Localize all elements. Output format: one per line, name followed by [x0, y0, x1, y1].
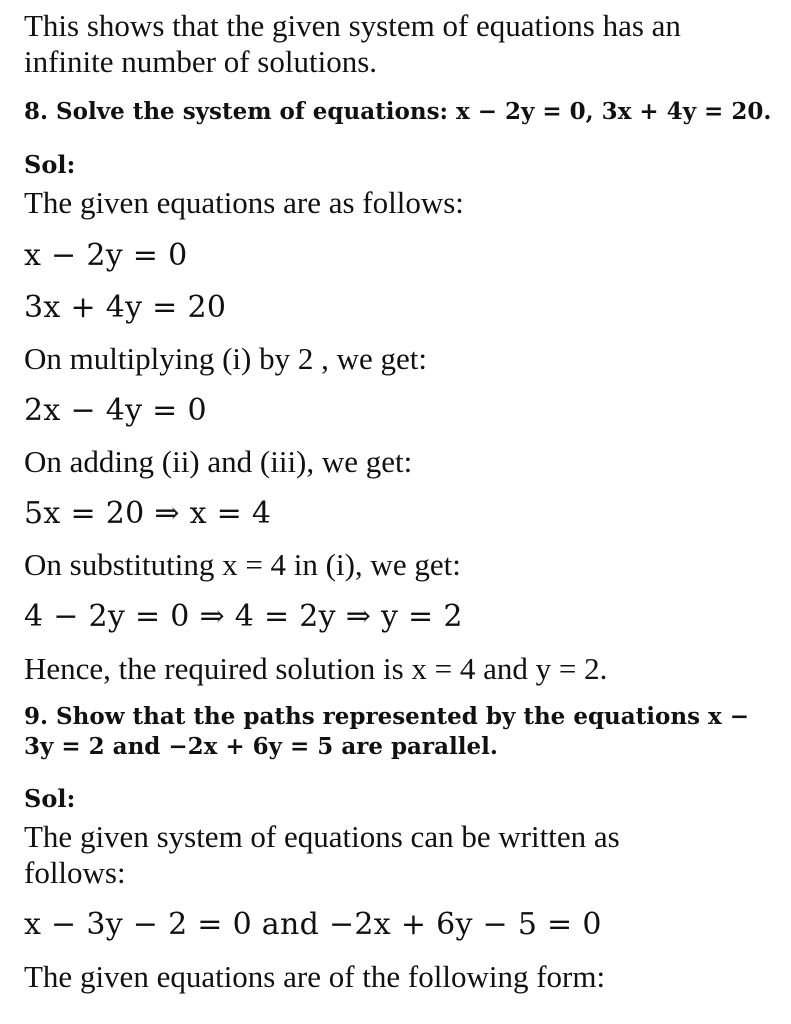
q9-step-form: The given equations are of the following form: [24, 959, 606, 994]
q8-result-y: 4 − 2y = 0 ⇒ 4 = 2y ⇒ y = 2 [24, 599, 463, 634]
q9-step-given-line-1: The given system of equations can be written as [24, 819, 620, 854]
q8-equation-ii: 3x + 4y = 20 [24, 290, 227, 325]
q8-step-add: On adding (ii) and (iii), we get: [24, 444, 413, 479]
q8-equation-iii: 2x − 4y = 0 [24, 393, 207, 428]
q8-step-given: The given equations are as follows: [24, 185, 464, 220]
q8-equation-i: x − 2y = 0 [24, 238, 188, 273]
question-8-heading: 8. Solve the system of equations: x − 2y = 0, 3x + 4y = 20. [24, 98, 772, 125]
intro-line-2: infinite number of solutions. [24, 44, 378, 79]
q8-step-multiply: On multiplying (i) by 2 , we get: [24, 341, 427, 376]
question-9-heading-line-1: 9. Show that the paths represented by the equations x − [24, 703, 750, 730]
question-9-heading-line-2: 3y = 2 and −2x + 6y = 5 are parallel. [24, 733, 498, 760]
solution-8-label: Sol: [24, 150, 76, 179]
q8-conclusion: Hence, the required solution is x = 4 and y = 2. [24, 651, 608, 686]
intro-line-1: This shows that the given system of equations has an [24, 8, 681, 43]
q9-step-given-line-2: follows: [24, 855, 126, 890]
q8-step-substitute: On substituting x = 4 in (i), we get: [24, 547, 461, 582]
q8-result-x: 5x = 20 ⇒ x = 4 [24, 496, 272, 531]
q9-equations: x − 3y − 2 = 0 and −2x + 6y − 5 = 0 [24, 907, 602, 942]
solution-9-label: Sol: [24, 784, 76, 813]
